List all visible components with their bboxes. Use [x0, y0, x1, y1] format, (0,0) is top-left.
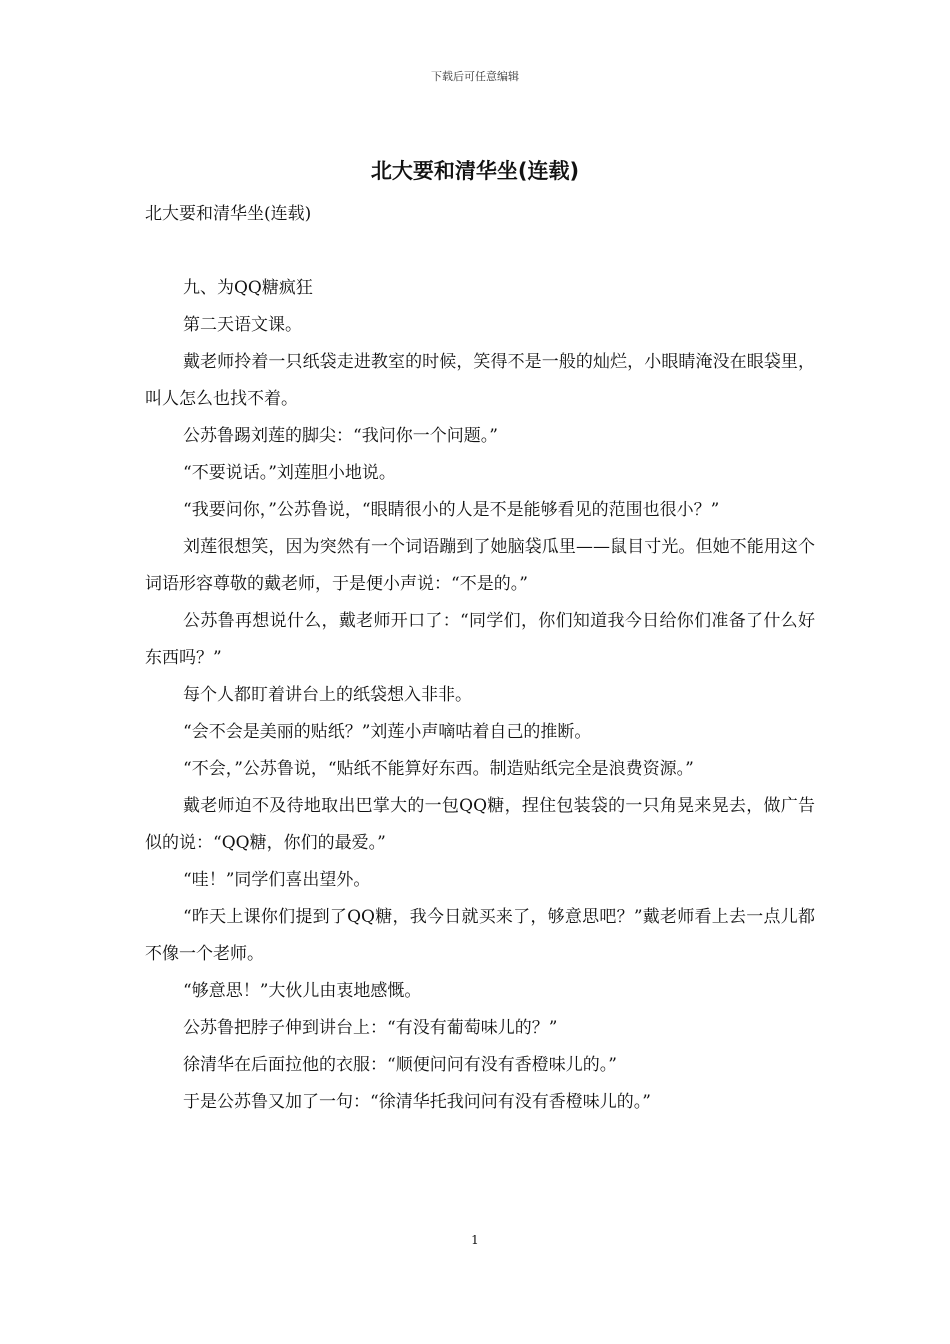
header-note: 下载后可任意编辑 [431, 70, 519, 83]
paragraph: 公苏鲁把脖子伸到讲台上：“有没有葡萄味儿的？” [183, 1018, 558, 1038]
paragraph: 公苏鲁踢刘莲的脚尖：“我问你一个问题。” [183, 426, 498, 446]
paragraph: 每个人都盯着讲台上的纸袋想入非非。 [183, 685, 472, 705]
paragraph: “够意思！”大伙儿由衷地感慨。 [183, 981, 422, 1001]
document-title: 北大要和清华坐(连载) [370, 159, 580, 183]
paragraph: 刘莲很想笑，因为突然有一个词语蹦到了她脑袋瓜里——鼠目寸光。但她不能用这个词语形容尊敬的戴老师，于是便小声说：“不是的。” [145, 537, 815, 594]
paragraph: “会不会是美丽的贴纸？”刘莲小声嘀咕着自己的推断。 [183, 722, 592, 742]
document-body [145, 196, 815, 1121]
blank-line [145, 233, 815, 270]
paragraph: 公苏鲁再想说什么，戴老师开口了：“同学们，你们知道我今日给你们准备了什么好东西吗？” [145, 611, 815, 668]
paragraph: 第二天语文课。 [183, 315, 302, 335]
paragraph: 戴老师拎着一只纸袋走进教室的时候，笑得不是一般的灿烂，小眼睛淹没在眼袋里，叫人怎么也找不着。 [145, 352, 815, 409]
paragraph: 徐清华在后面拉他的衣服：“顺便问问有没有香橙味儿的。” [183, 1055, 617, 1075]
paragraph: 于是公苏鲁又加了一句：“徐清华托我问问有没有香橙味儿的。” [183, 1092, 651, 1112]
paragraph: “昨天上课你们提到了QQ糖，我今日就买来了，够意思吧？”戴老师看上去一点儿都不像一个老师。 [145, 907, 815, 964]
paragraph: “我要问你，”公苏鲁说，“眼睛很小的人是不是能够看见的范围也很小？” [183, 500, 720, 520]
paragraph: 戴老师迫不及待地取出巴掌大的一包QQ糖，捏住包装袋的一只角晃来晃去，做广告似的说：“QQ糖，你们的最爱。” [145, 796, 815, 853]
paragraph-list [145, 270, 815, 1121]
paragraph: “不会，”公苏鲁说，“贴纸不能算好东西。制造贴纸完全是浪费资源。” [183, 759, 694, 779]
paragraph: “不要说话。”刘莲胆小地说。 [183, 463, 396, 483]
subtitle-line: 北大要和清华坐(连载) [145, 204, 312, 224]
page-number: 1 [471, 1233, 479, 1247]
paragraph: 九、为QQ糖疯狂 [183, 278, 313, 298]
paragraph: “哇！”同学们喜出望外。 [183, 870, 371, 890]
